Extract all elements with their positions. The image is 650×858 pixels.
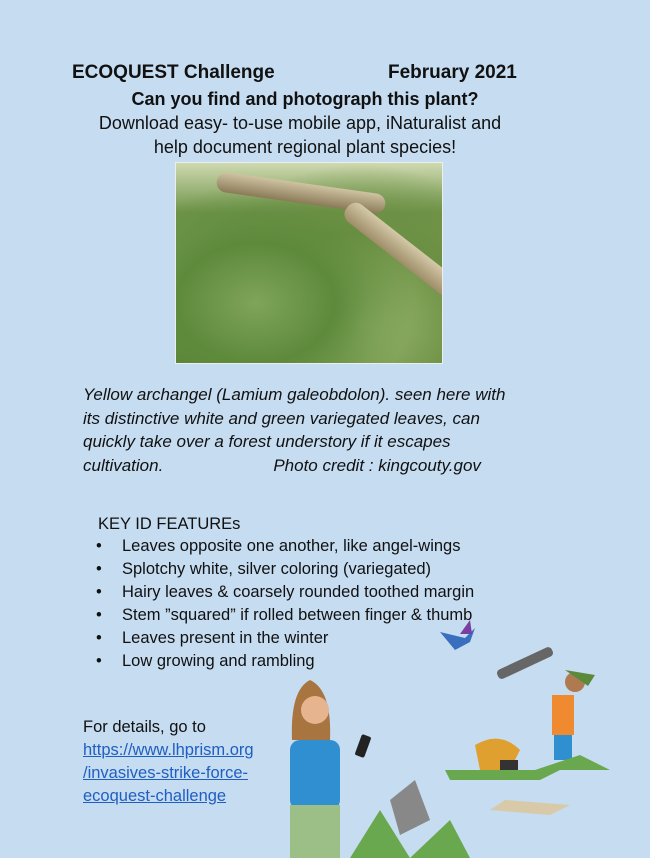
- feature-item: • Leaves opposite one another, like angel-wings: [96, 535, 474, 558]
- common-name: Yellow archangel (: [83, 385, 222, 404]
- hummingbird-icon: [440, 620, 475, 650]
- feature-item: • Leaves present in the winter: [96, 627, 474, 650]
- fallen-log: [340, 199, 443, 339]
- feature-item: • Low growing and rambling: [96, 650, 474, 673]
- details-section: [83, 716, 254, 808]
- feature-item: • Stem ”squared” if rolled between finger & thumb: [96, 604, 474, 627]
- photo-caption: [83, 383, 553, 477]
- intro-line: help document regional plant species!: [153, 137, 457, 157]
- caption-line: its distinctive white and green variegated leaves, can: [83, 408, 480, 428]
- details-link[interactable]: https://www.lhprism.org /invasives-strike-force- ecoquest-challenge: [83, 741, 254, 805]
- photo-credit: Photo credit : kingcouty.gov: [273, 455, 481, 475]
- scientific-name: Lamium galeobdolon: [221, 385, 380, 404]
- question-heading: Can you find and photograph this plant?: [131, 89, 479, 109]
- explorers-illustration: [270, 620, 650, 858]
- feature-item: • Hairy leaves & coarsely rounded toothed margin: [96, 581, 474, 604]
- challenge-date: February 2021: [388, 62, 517, 83]
- caption-line: cultivation.: [83, 455, 164, 475]
- key-features-heading: KEY ID FEATUREs: [98, 515, 241, 533]
- kneeling-photographer: [445, 739, 560, 780]
- intro-text: [0, 111, 600, 159]
- feature-item: • Splotchy white, silver coloring (variegated): [96, 558, 474, 581]
- intro-line: Download easy- to-use mobile app, iNaturalist and: [98, 113, 502, 133]
- caption-line: quickly take over a forest understory if it escapes: [83, 432, 451, 451]
- plant-photo: [175, 162, 443, 364]
- challenge-title: ECOQUEST Challenge: [72, 62, 275, 83]
- details-label: For details, go to: [83, 718, 206, 736]
- woman-with-phone: [290, 680, 371, 858]
- caption-text: ). seen here with: [379, 385, 506, 404]
